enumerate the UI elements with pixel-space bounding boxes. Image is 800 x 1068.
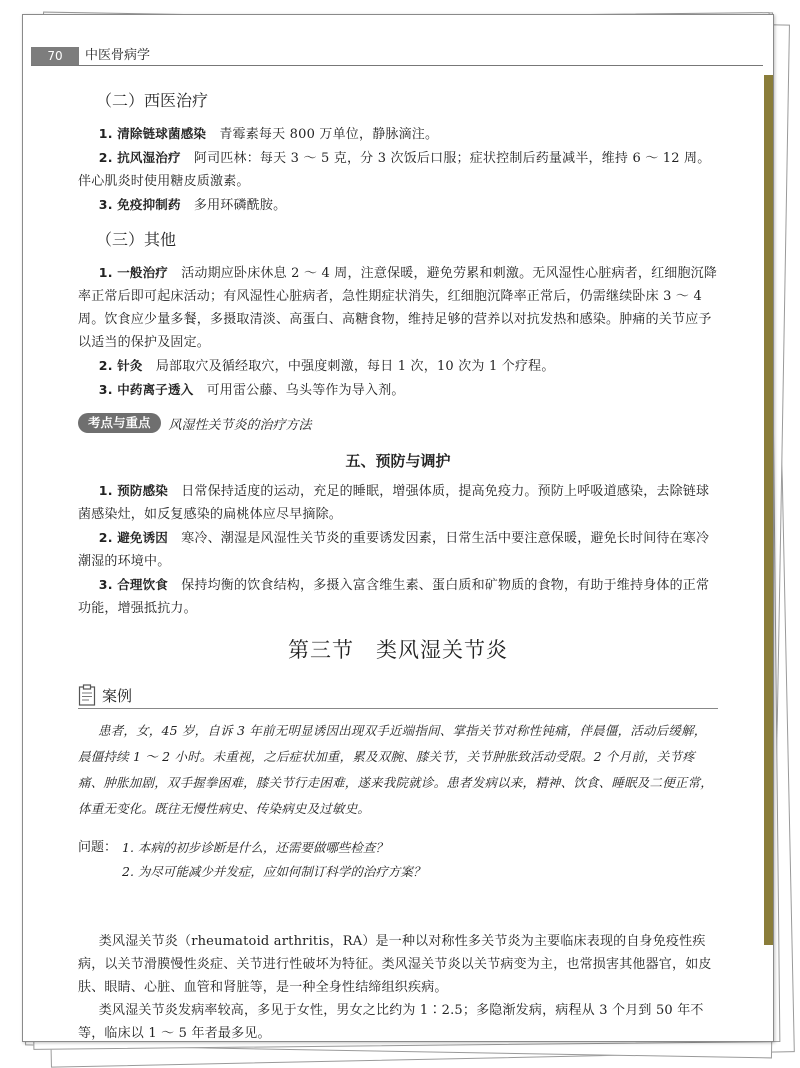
- question-2: [78, 860, 718, 884]
- prevention-item-3: [78, 573, 718, 620]
- item-text: 寒冷、潮湿是风湿性关节炎的重要诱发因素，日常生活中要注意保暖，避免长时间待在寒冷潮湿的环境中。: [78, 531, 710, 569]
- case-title: 案例: [102, 686, 133, 705]
- question-indent: [78, 860, 122, 884]
- ra-intro-paragraph-2: 类风湿关节炎发病率较高，多见于女性，男女之比约为 1∶2.5；多隐渐发病，病程从 3 个月到 50 年不等，临床以 1 ～ 5 年者最多见。: [78, 1003, 704, 1041]
- book-title: 中医骨病学: [85, 48, 151, 63]
- case-questions: [78, 836, 718, 884]
- other-treatment-heading: （三）其他: [96, 230, 177, 249]
- item-text: 局部取穴及循经取穴，中强度刺激，每日 1 次，10 次为 1 个疗程。: [155, 359, 555, 374]
- item-label: 3. 免疫抑制药: [98, 197, 181, 212]
- keypoint-box: [78, 412, 718, 434]
- question-text: 1. 本病的初步诊断是什么，还需要做哪些检查？: [122, 840, 388, 855]
- item-text: 阿司匹林：每天 3 ～ 5 克，分 3 次饭后口服；症状控制后药量减半，维持 6 ～ 12 周。伴心肌炎时使用糖皮质激素。: [78, 151, 711, 189]
- question-text: 2. 为尽可能减少并发症，应如何制订科学的治疗方案？: [122, 864, 426, 879]
- western-item-3: [78, 193, 718, 217]
- keypoint-badge: 考点与重点: [78, 413, 161, 433]
- case-body: [78, 718, 718, 822]
- case-header: [78, 682, 718, 708]
- prevention-heading: 五、预防与调护: [345, 452, 451, 470]
- ra-intro-paragraph-1: 类风湿关节炎（rheumatoid arthritis，RA）是一种以对称性多关节炎为主要临床表现的自身免疫性疾病，以关节滑膜慢性炎症、关节进行性破坏为特征。类风湿关节炎以关节病变为主，也常损害其他器官，如皮肤、眼睛、心脏、血管和肾脏等，是一种全身性结缔组织疾病。: [78, 934, 712, 995]
- item-text: 活动期应卧床休息 2 ～ 4 周，注意保暖，避免劳累和刺激。无风湿性心脏病者，红细胞沉降率正常后即可起床活动；有风湿性心脏病者，急性期症状消失，红细胞沉降率正常后，仍需继续卧床 3 ～ 4 周。饮食应少量多餐，多摄取清淡、高蛋白、高糖食物，维持足够的营养以对抗发热和感染。肿痛的关节应予以适当的保护及固定。: [78, 266, 718, 350]
- item-label: 2. 避免诱因: [98, 530, 168, 545]
- question-1: [78, 836, 718, 860]
- item-text: 保持均衡的饮食结构，多摄入富含维生素、蛋白质和矿物质的食物，有助于维持身体的正常功能，增强抵抗力。: [78, 578, 710, 616]
- side-tab: [764, 75, 773, 945]
- header-rule: [31, 65, 763, 66]
- western-item-1: [78, 122, 718, 146]
- item-label: 1. 一般治疗: [98, 265, 168, 280]
- item-text: 青霉素每天 800 万单位，静脉滴注。: [219, 127, 439, 142]
- case-text: 患者，女，45 岁，自诉 3 年前无明显诱因出现双手近端指间、掌指关节对称性钝痛，伴晨僵，活动后缓解，晨僵持续 1 ～ 2 小时。未重视，之后症状加重，累及双腕、膝关节，关节肿胀致活动受限。2 个月前，关节疼痛、肿胀加剧，双手握拳困难，膝关节行走困难，遂来我院就诊。患者发病以来，精神、饮食、睡眠及二便正常，体重无变化。既往无慢性病史、传染病史及过敏史。: [78, 723, 714, 816]
- section-title: 第三节 类风湿关节炎: [288, 638, 508, 662]
- other-item-3: [78, 378, 718, 402]
- item-text: 多用环磷酰胺。: [193, 198, 287, 213]
- item-label: 1. 清除链球菌感染: [98, 126, 207, 141]
- item-label: 1. 预防感染: [98, 483, 168, 498]
- book-page: [22, 14, 774, 1042]
- western-item-2: [78, 146, 718, 193]
- keypoint-text: 风湿性关节炎的治疗方法: [168, 417, 312, 433]
- western-treatment-heading: （二）西医治疗: [96, 91, 209, 110]
- page-number: 70: [31, 47, 79, 65]
- item-label: 2. 针灸: [98, 358, 143, 373]
- case-rule: [78, 708, 718, 709]
- prevention-item-1: [78, 479, 718, 526]
- clipboard-icon: [78, 684, 96, 706]
- item-label: 3. 合理饮食: [98, 577, 168, 592]
- item-text: 可用雷公藤、乌头等作为导入剂。: [206, 383, 405, 398]
- spacer: [78, 884, 718, 930]
- question-label: 问题：: [78, 840, 118, 855]
- item-text: 日常保持适度的运动，充足的睡眠，增强体质，提高免疫力。预防上呼吸道感染，去除链球菌感染灶，如反复感染的扁桃体应尽早摘除。: [78, 484, 710, 522]
- prevention-item-2: [78, 526, 718, 573]
- page-header: [23, 47, 773, 65]
- other-item-1: [78, 261, 718, 354]
- item-label: 2. 抗风湿治疗: [98, 150, 181, 165]
- item-label: 3. 中药离子透入: [98, 382, 194, 397]
- page-content: [78, 90, 718, 1042]
- other-item-2: [78, 354, 718, 378]
